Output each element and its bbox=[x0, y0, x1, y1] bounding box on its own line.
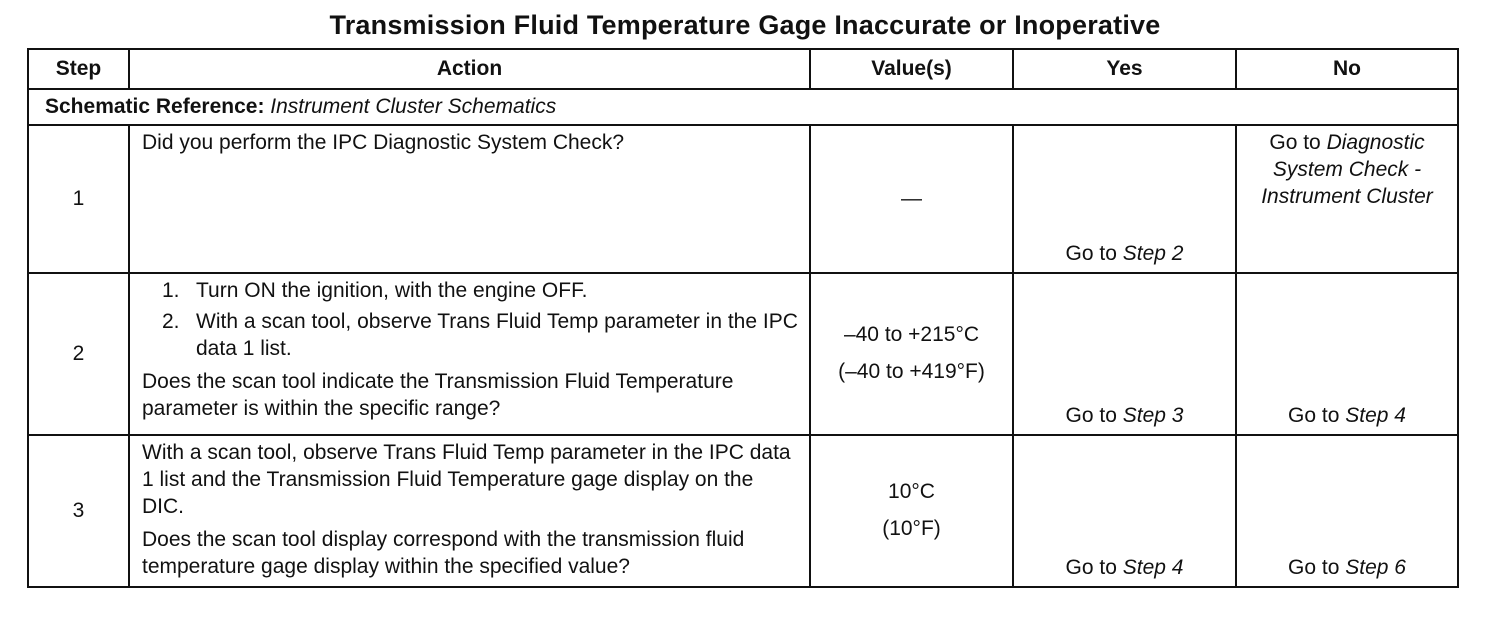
list-item-number: 2. bbox=[162, 309, 180, 333]
header-action: Action bbox=[129, 49, 810, 89]
go-to-label: Go to bbox=[1269, 131, 1321, 154]
action-question: Does the scan tool indicate the Transmission Fluid Temperature parameter is within the specific range? bbox=[142, 369, 734, 420]
step-link: Diagnostic System Check - Instrument Cluster bbox=[1261, 131, 1433, 208]
list-item-text: Turn ON the ignition, with the engine OFF. bbox=[196, 279, 588, 302]
schematic-reference-row bbox=[28, 89, 1458, 125]
header-step: Step bbox=[28, 49, 129, 89]
yes-cell bbox=[1013, 435, 1236, 587]
go-to-label: Go to bbox=[1065, 556, 1117, 580]
header-values: Value(s) bbox=[810, 49, 1013, 89]
schematic-link: Instrument Cluster Schematics bbox=[270, 94, 557, 118]
step-number: 1 bbox=[28, 125, 129, 273]
value-fahrenheit: (–40 to +419°F) bbox=[838, 360, 985, 383]
step-link: Step 6 bbox=[1345, 556, 1406, 580]
step-number: 2 bbox=[28, 273, 129, 435]
action-text: Did you perform the IPC Diagnostic System Check? bbox=[129, 125, 810, 273]
step-link: Step 2 bbox=[1122, 242, 1184, 266]
schematic-label: Schematic Reference: bbox=[45, 94, 265, 118]
no-cell bbox=[1236, 273, 1458, 435]
header-no: No bbox=[1236, 49, 1458, 89]
list-item-number: 1. bbox=[162, 279, 180, 302]
go-to-label: Go to bbox=[1288, 556, 1340, 580]
step-link: Step 3 bbox=[1122, 404, 1184, 428]
table-row bbox=[28, 273, 1458, 435]
yes-cell bbox=[1013, 125, 1236, 273]
action-steps-list bbox=[142, 278, 799, 363]
go-to-label: Go to bbox=[1065, 242, 1117, 266]
list-item bbox=[162, 309, 799, 363]
page-title: Transmission Fluid Temperature Gage Inaccurate or Inoperative bbox=[329, 10, 1161, 40]
action-question: Does the scan tool display correspond with the transmission fluid temperature gage display within the specified value? bbox=[142, 527, 745, 578]
step-link: Step 4 bbox=[1345, 404, 1406, 428]
no-cell bbox=[1236, 125, 1458, 273]
value-celsius: 10°C bbox=[888, 480, 935, 504]
header-yes: Yes bbox=[1013, 49, 1236, 89]
diagnostic-table bbox=[27, 48, 1459, 588]
go-to-label: Go to bbox=[1288, 404, 1340, 428]
action-cell bbox=[129, 273, 810, 435]
action-text: With a scan tool, observe Trans Fluid Temp parameter in the IPC data 1 list and the Transmission Fluid Temperature gage display on the DIC. bbox=[142, 441, 791, 518]
yes-cell bbox=[1013, 273, 1236, 435]
header-row bbox=[28, 49, 1458, 89]
step-number: 3 bbox=[28, 435, 129, 587]
table-row bbox=[28, 435, 1458, 587]
value-cell bbox=[810, 273, 1013, 435]
value-celsius: –40 to +215°C bbox=[843, 323, 980, 347]
value-cell bbox=[810, 435, 1013, 587]
list-item-text: With a scan tool, observe Trans Fluid Temp parameter in the IPC data 1 list. bbox=[196, 309, 798, 360]
go-to-label: Go to bbox=[1065, 404, 1117, 428]
schematic-reference bbox=[28, 89, 1458, 125]
list-item bbox=[162, 278, 799, 305]
no-cell bbox=[1236, 435, 1458, 587]
action-cell bbox=[129, 435, 810, 587]
value-fahrenheit: (10°F) bbox=[882, 517, 941, 540]
value-cell: — bbox=[810, 125, 1013, 273]
table-row bbox=[28, 125, 1458, 273]
step-link: Step 4 bbox=[1122, 556, 1184, 580]
